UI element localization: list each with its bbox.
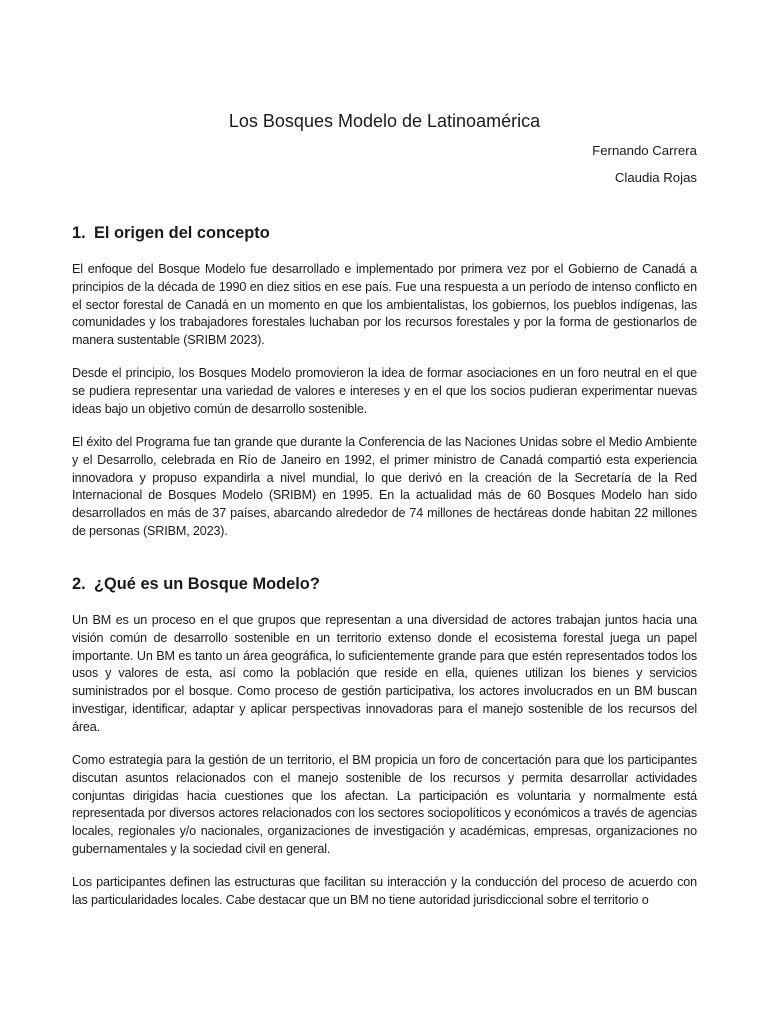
paragraph: Un BM es un proceso en el que grupos que representan a una diversidad de actores trabajan juntos hacia una visión común de desarrollo sostenible en un territorio extenso donde el ecosistema forestal juega un papel importante. Un BM es tanto un área geográfica, lo suficientemente grande para que estén representados todos los usos y valores de esta, así como la población que reside en ella, quienes utilizan los bienes y servicios suministrados por el bosque. Como proceso de gestión participativa, los actores involucrados en un BM buscan investigar, identificar, adaptar y aplicar perspectivas innovadoras para el manejo sostenible de los recursos del área.: [72, 613, 697, 734]
section-number: 2.: [72, 575, 86, 593]
author-name: Claudia Rojas: [614, 170, 697, 185]
paragraph: El éxito del Programa fue tan grande que durante la Conferencia de las Naciones Unidas sobre el Medio Ambiente y el Desarrollo, celebrada en Río de Janeiro en 1992, el primer ministro de Canadá compartió esta experiencia innovadora y propuso expandirla a nivel mundial, lo que derivó en la creación de la Secretaría de la Red Internacional de Bosques Modelo (SRIBM) en 1995. En la actualidad más de 60 Bosques Modelo han sido desarrollados en más de 37 países, abarcando alrededor de 74 millones de hectáreas donde habitan 22 millones de personas (SRIBM, 2023).: [72, 435, 697, 538]
section-title: El origen del concepto: [94, 224, 270, 242]
document-title: Los Bosques Modelo de Latinoamérica: [228, 111, 541, 131]
section-heading-que-es: [72, 573, 320, 595]
paragraph: El enfoque del Bosque Modelo fue desarrollado e implementado por primera vez por el Gobierno de Canadá a principios de la década de 1990 en diez sitios en ese país. Fue una respuesta a un período de intenso conflicto en el sector forestal de Canadá en un momento en que los ambientalistas, los gobiernos, los pueblos indígenas, las comunidades y los trabajadores forestales luchaban por los recursos forestales y por la forma de gestionarlos de manera sustentable (SRIBM 2023).: [72, 262, 697, 347]
paragraph: Los participantes definen las estructuras que facilitan su interacción y la conducción del proceso de acuerdo con las particularidades locales. Cabe destacar que un BM no tiene autoridad jurisdiccional sobre el territorio o: [72, 875, 697, 907]
author-name: Fernando Carrera: [592, 143, 697, 158]
paragraph: Desde el principio, los Bosques Modelo promovieron la idea de formar asociaciones en un foro neutral en el que se pudiera representar una variedad de valores e intereses y en el que los socios pudieran experimentar nuevas ideas bajo un objetivo común de desarrollo sostenible.: [72, 366, 697, 416]
section-heading-origen: [72, 222, 270, 244]
section-number: 1.: [72, 224, 86, 242]
paragraph: Como estrategia para la gestión de un territorio, el BM propicia un foro de concertación para que los participantes discutan asuntos relacionados con el manejo sostenible de los recursos y permita desarrollar actividades conjuntas dirigidas hacia cuestiones que los afectan. La participación es voluntaria y normalmente está representada por diversos actores relacionados con los sectores sociopolíticos y económicos a través de agencias locales, regionales y/o nacionales, organizaciones de investigación y académicas, empresas, organizaciones no gubernamentales y la sociedad civil en general.: [72, 753, 697, 856]
section-title: ¿Qué es un Bosque Modelo?: [94, 575, 320, 593]
